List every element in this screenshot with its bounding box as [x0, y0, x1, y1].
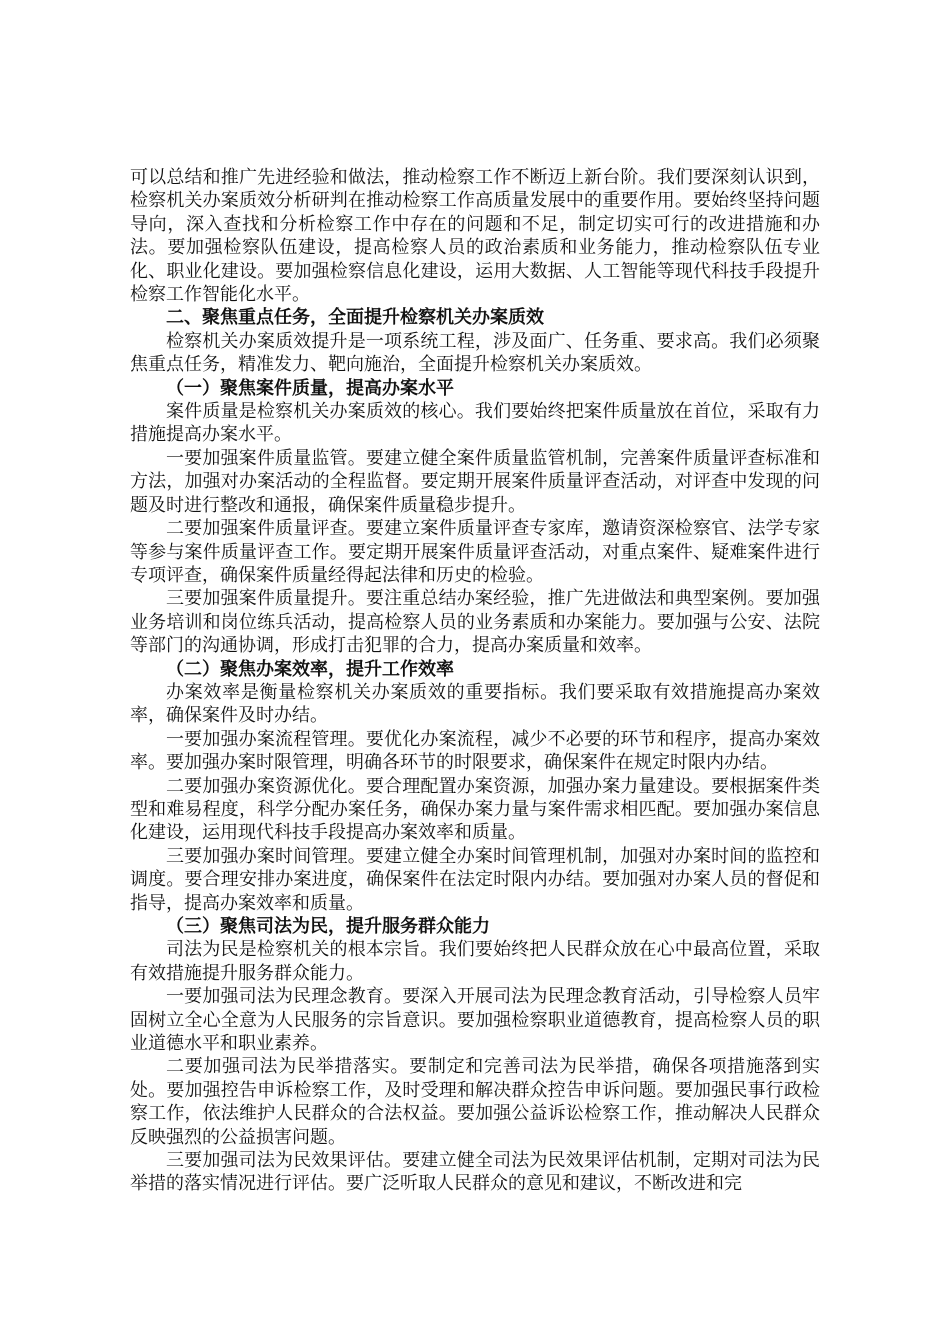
paragraph: 司法为民是检察机关的根本宗旨。我们要始终把人民群众放在心中最高位置，采取有效措施提升服务群众能力。 [130, 939, 820, 984]
subsection-heading-3: （三）聚焦司法为民，提升服务群众能力 [166, 916, 490, 937]
subsection-heading-2: （二）聚焦办案效率，提升工作效率 [166, 658, 454, 680]
paragraph-continued: 可以总结和推广先进经验和做法，推动检察工作不断迈上新台阶。我们要深刻认识到，检察机关办案质效分析研判在推动检察工作高质量发展中的重要作用。要始终坚持问题导向，深入查找和分析检察工作中存在的问题和不足，制定切实可行的改进措施和办法。要加强检察队伍建设，提高检察人员的政治素质和业务能力，推动检察队伍专业化、职业化建设。要加强检察信息化建设，运用大数据、人工智能等现代科技手段提升检察工作智能化水平。 [130, 167, 820, 306]
paragraph: 案件质量是检察机关办案质效的核心。我们要始终把案件质量放在首位，采取有力措施提高办案水平。 [130, 401, 820, 446]
paragraph: 三要加强办案时间管理。要建立健全办案时间管理机制，加强对办案时间的监控和调度。要合理安排办案进度，确保案件在法定时限内办结。要加强对办案人员的督促和指导，提高办案效率和质量。 [130, 845, 820, 914]
document-page [130, 166, 820, 1196]
paragraph: 一要加强案件质量监管。要建立健全案件质量监管机制，完善案件质量评查标准和方法，加强对办案活动的全程监督。要定期开展案件质量评查活动，对评查中发现的问题及时进行整改和通报，确保案件质量稳步提升。 [130, 447, 820, 516]
paragraph: 三要加强司法为民效果评估。要建立健全司法为民效果评估机制，定期对司法为民举措的落实情况进行评估。要广泛听取人民群众的意见和建议，不断改进和完 [130, 1150, 820, 1195]
paragraph: 三要加强案件质量提升。要注重总结办案经验，推广先进做法和典型案例。要加强业务培训和岗位练兵活动，提高检察人员的业务素质和办案能力。要加强与公安、法院等部门的沟通协调，形成打击犯罪的合力，提高办案质量和效率。 [130, 588, 820, 657]
section-heading-2: 二、聚焦重点任务，全面提升检察机关办案质效 [166, 307, 544, 329]
paragraph: 一要加强司法为民理念教育。要深入开展司法为民理念教育活动，引导检察人员牢固树立全心全意为人民服务的宗旨意识。要加强检察职业道德教育，提高检察人员的职业道德水平和职业素养。 [130, 986, 820, 1055]
subsection-heading-1: （一）聚焦案件质量，提高办案水平 [166, 377, 454, 399]
paragraph: 办案效率是衡量检察机关办案质效的重要指标。我们要采取有效措施提高办案效率，确保案件及时办结。 [130, 681, 820, 727]
paragraph: 检察机关办案质效提升是一项系统工程，涉及面广、任务重、要求高。我们必须聚焦重点任务，精准发力、靶向施治，全面提升检察机关办案质效。 [130, 330, 820, 376]
paragraph: 一要加强办案流程管理。要优化办案流程，减少不必要的环节和程序，提高办案效率。要加强办案时限管理，明确各环节的时限要求，确保案件在规定时限内办结。 [130, 728, 820, 774]
paragraph: 二要加强办案资源优化。要合理配置办案资源，加强办案力量建设。要根据案件类型和难易程度，科学分配办案任务，确保办案力量与案件需求相匹配。要加强办案信息化建设，运用现代科技手段提高办案效率和质量。 [130, 775, 820, 844]
paragraph: 二要加强案件质量评查。要建立案件质量评查专家库，邀请资深检察官、法学专家等参与案件质量评查工作。要定期开展案件质量评查活动，对重点案件、疑难案件进行专项评查，确保案件质量经得起法律和历史的检验。 [130, 518, 820, 586]
paragraph: 二要加强司法为民举措落实。要制定和完善司法为民举措，确保各项措施落到实处。要加强控告申诉检察工作，及时受理和解决群众控告申诉问题。要加强民事行政检察工作，依法维护人民群众的合法权益。要加强公益诉讼检察工作，推动解决人民群众反映强烈的公益损害问题。 [130, 1056, 820, 1148]
